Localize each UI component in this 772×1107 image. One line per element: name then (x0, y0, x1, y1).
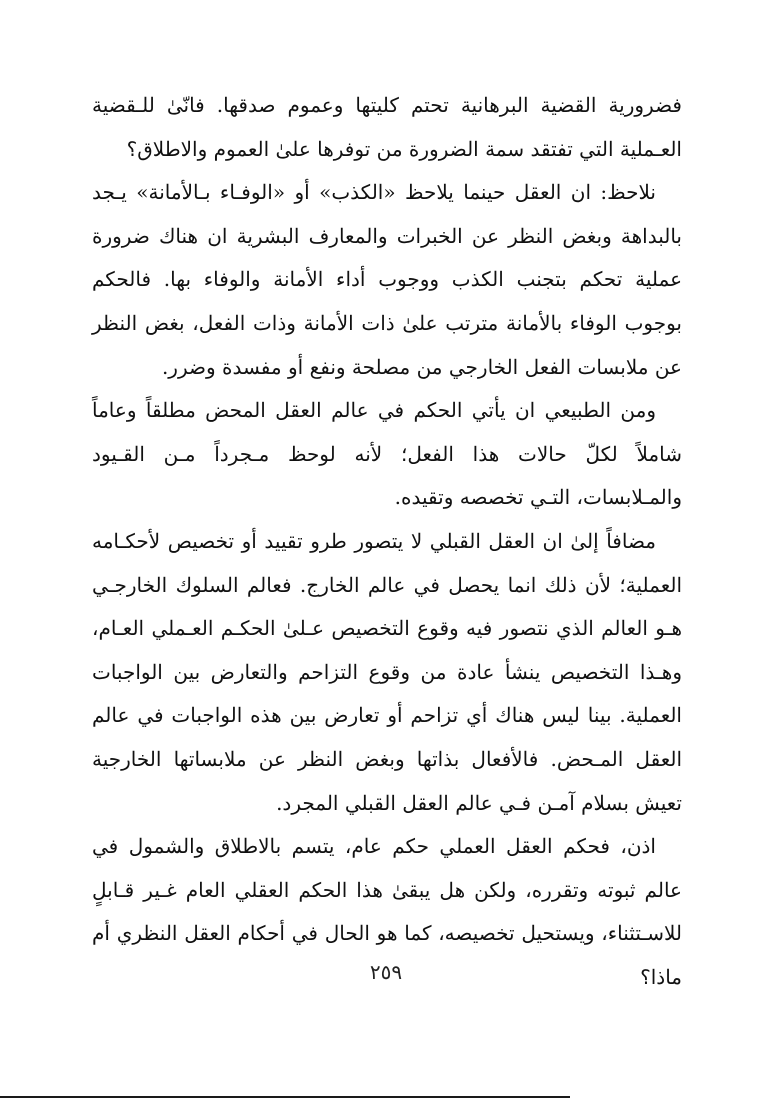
paragraph-1: فضرورية القضية البرهانية تحتم كليتها وعموم صدقها. فانّىٰ للـقضية العـملية التي تفتقد سمة الضرورة من توفرها علىٰ العموم والاطلاق؟ (92, 93, 682, 161)
body-text (92, 84, 682, 999)
paragraph-3: ومن الطبيعي ان يأتي الحكم في عالم العقل المحض مطلقاً وعاماً شاملاً لكلّ حالات هذا الفعل؛ لأنه لوحظ مـجرداً مـن القـيود والمـلابسات، التـي تخصصه وتقيده. (92, 398, 682, 510)
page-number: ٢٥٩ (369, 960, 403, 984)
paragraph-2: نلاحظ: ان العقل حينما يلاحظ «الكذب» أو «الوفـاء بـالأمانة» يـجد بالبداهة وبغض النظر عن الخبرات والمعارف البشرية ان هناك ضرورة عملية تحكم بتجنب الكذب ووجوب أداء الأمانة والوفاء بها. فالحكم بوجوب الوفاء بالأمانة مترتب علىٰ ذات الأمانة وذات الفعل، بغض النظر عن ملابسات الفعل الخارجي من مصلحة ونفع أو مفسدة وضرر. (92, 180, 683, 379)
paragraph-4: مضافاً إلىٰ ان العقل القبلي لا يتصور طرو تقييد أو تخصيص لأحكـامه العملية؛ لأن ذلك انما يحصل في عالم الخارج. فعالم السلوك الخارجـي هـو العالم الذي نتصور فيه وقوع التخصيص عـلىٰ الحكـم العـملي العـام، وهـذا التخصيص ينشأ عادة من وقوع التزاحم والتعارض بين الواجبات العملية. بينا ليس هناك أي تزاحم أو تعارض بين هذه الواجبات في عالم العقل المـحض. فالأفعال بذاتها وبغض النظر عن ملابساتها الخارجية تعيش بسلام آمـن فـي عالم العقل القبلي المجرد. (92, 528, 682, 815)
footer-rule (0, 1096, 570, 1098)
paragraph-5: اذن، فحكم العقل العملي حكم عام، يتسم بالاطلاق والشمول في عالم ثبوته وتقرره، ولكن هل يبقىٰ هذا الحكم العقلي العام غـير قـابلٍ للاسـتثناء، ويستحيل تخصيصه، كما هو الحال في أحكام العقل النظري أم ماذا؟ (92, 834, 682, 989)
